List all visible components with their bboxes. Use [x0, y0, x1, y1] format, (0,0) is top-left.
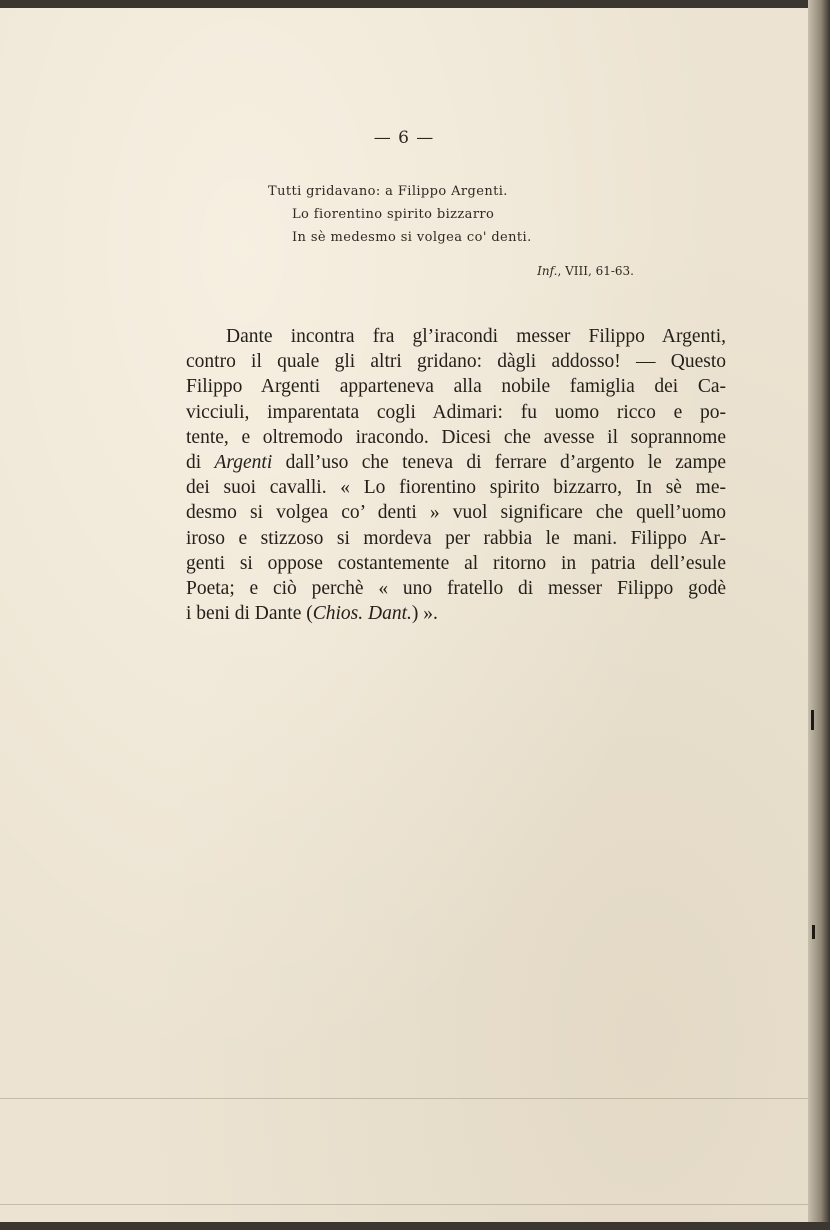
body-line: dei suoi cavalli. « Lo fiorentino spirito bizzarro, In sè me- — [186, 477, 726, 499]
page-fold-line — [0, 1204, 808, 1205]
scan-edge-mark — [812, 925, 815, 939]
epigraph-line: Tutti gridavano: a Filippo Argenti. — [268, 184, 508, 199]
page-fold-line — [0, 1098, 808, 1099]
body-line: Filippo Argenti apparteneva alla nobile famiglia dei Ca- — [186, 376, 726, 398]
epigraph-citation — [0, 264, 634, 278]
scan-right-edge — [808, 0, 830, 1230]
body-line: tente, e oltremodo iracondo. Dicesi che avesse il soprannome — [186, 426, 726, 448]
page-number: — 6 — — [373, 128, 435, 148]
body-line: iroso e stizzoso si mordeva per rabbia le mani. Filippo Ar- — [186, 527, 726, 549]
body-paragraph — [186, 324, 726, 626]
body-line: Dante incontra fra gl’iracondi messer Filippo Argenti, — [226, 326, 726, 347]
scan-edge-mark — [811, 710, 814, 730]
body-line: Poeta; e ciò perchè « uno fratello di messer Filippo godè — [186, 577, 726, 599]
body-line — [186, 450, 726, 475]
scan-bottom-edge — [0, 1222, 830, 1230]
body-line — [186, 601, 726, 626]
book-page — [0, 8, 808, 1222]
body-line: contro il quale gli altri gridano: dàgli addosso! — Questo — [186, 351, 726, 373]
epigraph-line: Lo fiorentino spirito bizzarro — [292, 207, 495, 222]
body-italic-term: Chios. Dant. — [312, 603, 412, 625]
scan-top-edge — [0, 0, 830, 8]
body-line: vicciuli, imparentata cogli Adimari: fu uomo ricco e po- — [186, 401, 726, 423]
epigraph-line: In sè medesmo si volgea co' denti. — [292, 230, 532, 245]
body-line: genti si oppose costantemente al ritorno in patria dell’esule — [186, 552, 726, 574]
body-text-fragment: dall’uso che teneva di ferrare d’argento le zampe — [285, 451, 727, 473]
citation-abbreviation: Inf. — [537, 264, 558, 278]
body-italic-term: Argenti — [214, 451, 273, 473]
body-text-fragment: di — [186, 451, 202, 473]
citation-reference: , VIII, 61-63. — [557, 264, 634, 278]
body-text-fragment: i beni di Dante ( — [186, 603, 313, 625]
body-text-fragment: ) ». — [411, 603, 438, 625]
body-line: desmo si volgea co’ denti » vuol significare che quell’uomo — [186, 502, 726, 524]
